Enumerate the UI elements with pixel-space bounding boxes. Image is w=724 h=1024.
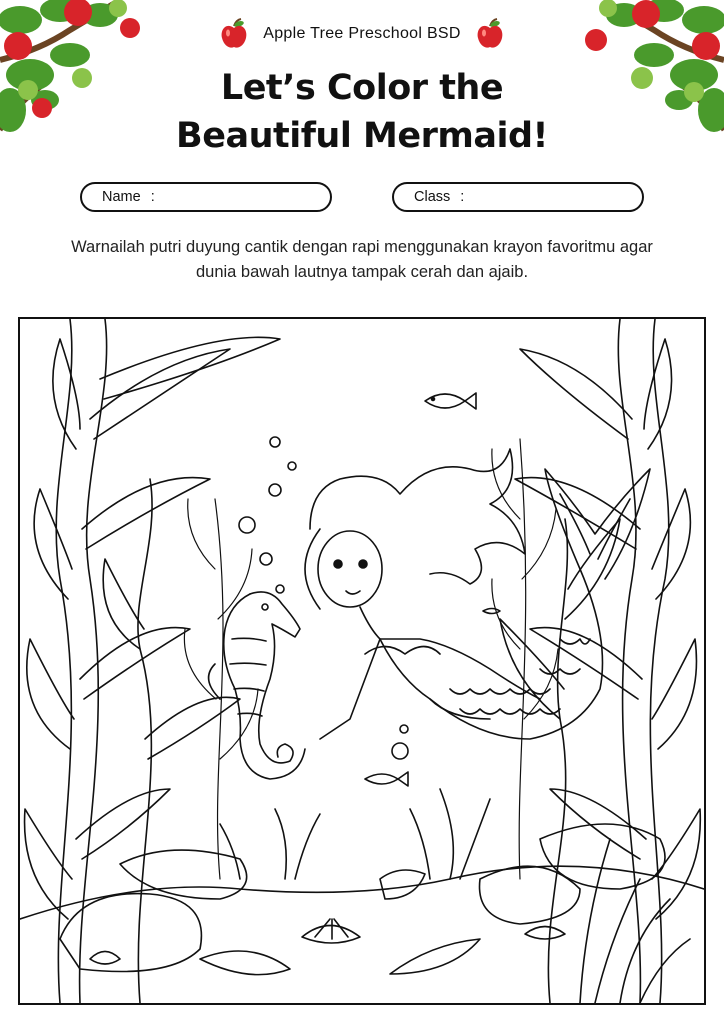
coloring-illustration: [20, 319, 704, 1003]
seaweed-right: [500, 319, 700, 1003]
name-separator: :: [150, 189, 155, 205]
seaweed-left: [25, 319, 280, 1003]
school-header: [0, 18, 724, 50]
coloring-frame: [18, 317, 706, 1005]
sea-floor: [20, 824, 704, 972]
school-name: Apple Tree Preschool BSD: [263, 25, 461, 42]
instruction-text: Warnailah putri duyung cantik dengan rapi menggunakan krayon favoritmu agar dunia bawah lautnya tampak cerah dan ajaib.: [71, 238, 653, 281]
foreground-grass: [220, 789, 690, 1003]
mermaid: [305, 449, 650, 739]
seashells: [90, 870, 565, 975]
small-fish: [365, 393, 500, 786]
bubbles: [239, 437, 408, 759]
name-field[interactable]: [80, 182, 332, 212]
apple-icon: [475, 18, 505, 50]
apple-icon: [219, 18, 249, 50]
title-line-1: Let’s Color the: [220, 68, 504, 108]
class-separator: :: [460, 189, 465, 205]
name-label: Name: [102, 189, 141, 205]
class-label: Class: [414, 189, 451, 205]
title-line-2: Beautiful Mermaid!: [176, 116, 548, 156]
page-title: [0, 64, 724, 160]
background-kelp: [184, 439, 558, 879]
class-field[interactable]: [392, 182, 644, 212]
